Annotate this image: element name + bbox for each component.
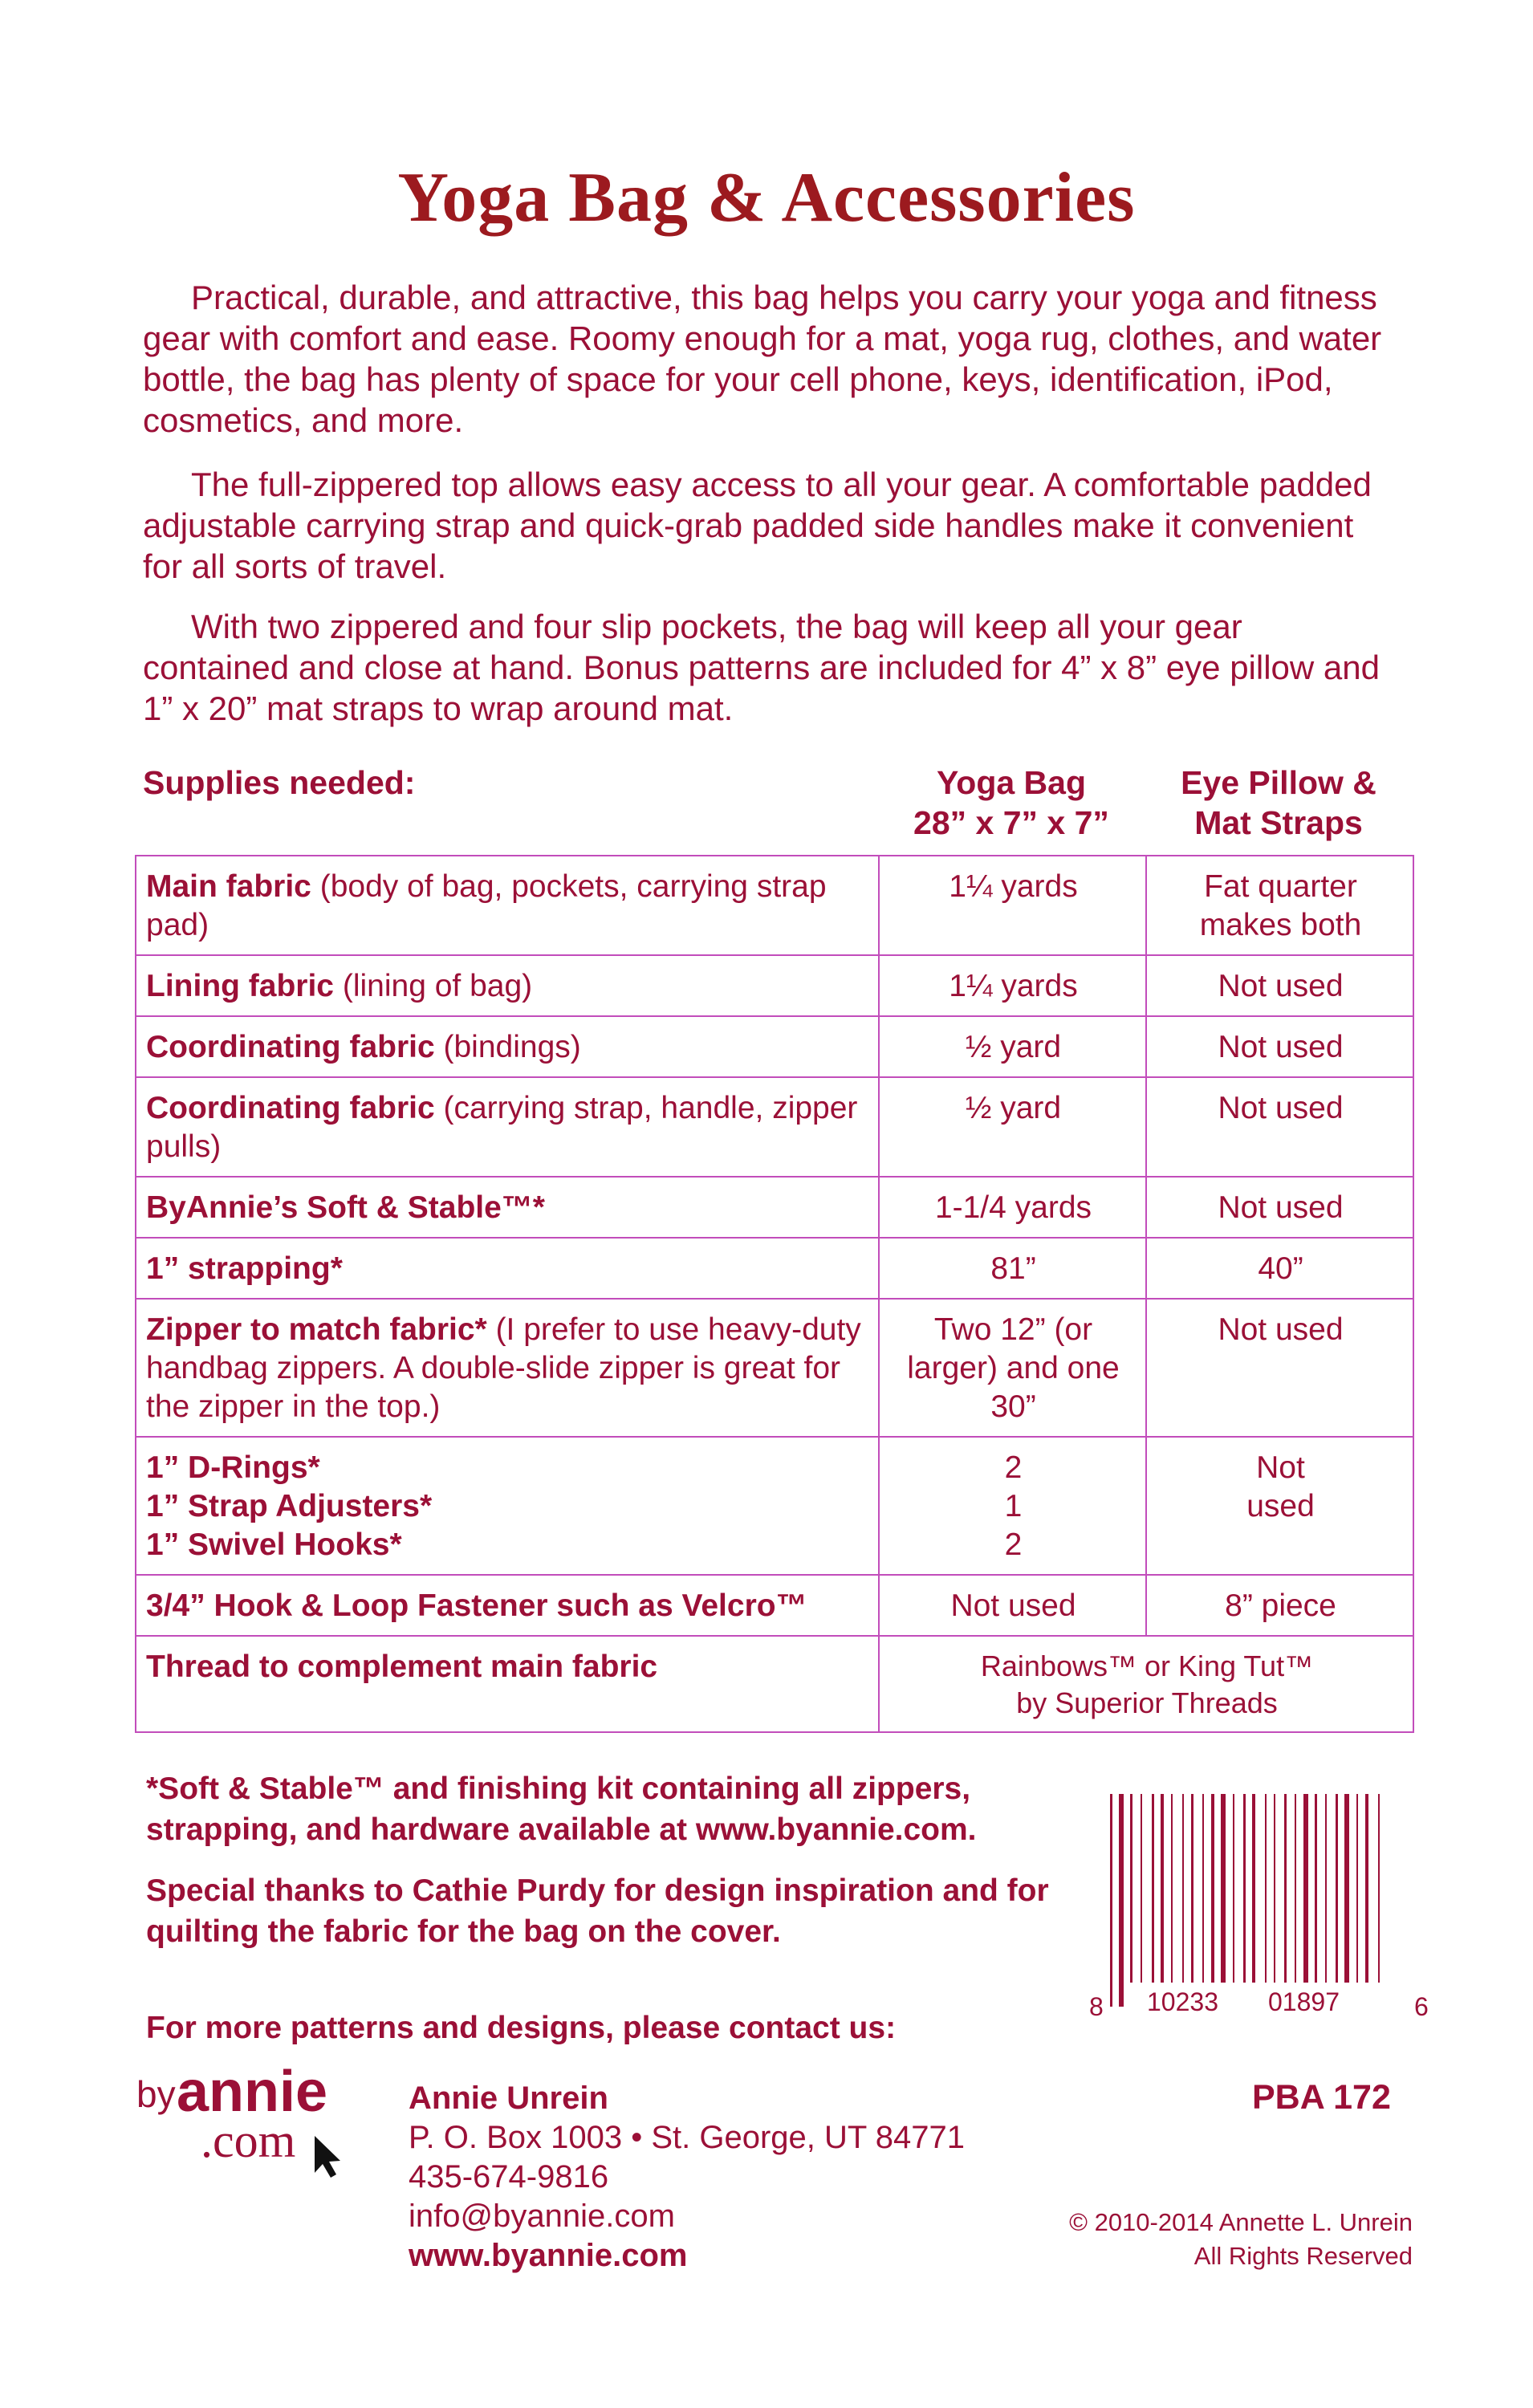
eye-amount: Not used [1146,1299,1413,1437]
item-name: Lining fabric [146,969,334,1003]
item-cell [136,1016,879,1077]
item-cell [136,1177,879,1238]
barcode-bar [1356,1794,1358,1983]
email-address: info@byannie.com [409,2199,675,2234]
contact-address [409,2079,965,2276]
barcode-bar [1141,1794,1142,1983]
eye-amount: Not used [1146,955,1413,1016]
barcode-digit-last: 6 [1414,1992,1429,2021]
barcode-bars [1110,1794,1380,2007]
yoga-amount: 1¼ yards [879,955,1146,1016]
item-name: Coordinating fabric [146,1091,435,1125]
logo-by: by [136,2073,176,2115]
features-paragraph: The full-zippered top allows easy access to all your gear. A comfortable padded adjustable carrying strap and quick-grab padded side handles make it convenient for all sorts of travel. [143,466,1372,585]
supplies-table [135,855,1414,1733]
item-name: 1” D-Rings* [146,1450,320,1485]
eye-amount: Not used [1146,1177,1413,1238]
barcode-bar [1130,1794,1132,1983]
item-detail: (bindings) [434,1030,581,1064]
barcode-digits-right: 01897 [1268,1987,1340,2016]
yoga-amount: 1¼ yards [879,856,1146,955]
barcode-digits-left: 10233 [1147,1987,1218,2016]
barcode-bar [1295,1794,1296,1983]
copyright-line: © 2010-2014 Annette L. Unrein [1069,2208,1413,2236]
item-name: 1” Strap Adjusters* [146,1489,433,1523]
item-cell [136,1299,879,1437]
yoga-amount: 81” [879,1238,1146,1299]
supplies-heading: Supplies needed: [143,764,416,801]
table-row [136,1636,1413,1732]
yoga-amount: 1-1/4 yards [879,1177,1146,1238]
website-link[interactable]: www.byannie.com [409,2238,688,2273]
barcode-bar [1252,1794,1255,1983]
table-row [136,1575,1413,1636]
item-detail: (lining of bag) [334,969,533,1003]
yoga-amount-d-rings: 2 [1004,1450,1023,1485]
yoga-amount: Two 12” (or larger) and one 30” [879,1299,1146,1437]
eye-pillow-column-header [1146,763,1411,843]
item-detail: (body of bag, pockets, carrying strap pad) [146,869,827,942]
item-name: 1” Swivel Hooks* [146,1527,402,1562]
barcode-bar [1119,1794,1124,2007]
table-row [136,1077,1413,1177]
table-row [136,1177,1413,1238]
barcode-bar [1211,1794,1214,1983]
item-detail: (carrying strap, handle, zipper pulls) [146,1091,858,1164]
thread-line2: by Superior Threads [1016,1686,1278,1719]
eye-amount [1146,1437,1413,1575]
item-name: Thread to complement main fabric [136,1636,879,1732]
barcode-bar [1336,1794,1338,1983]
barcode-bar [1303,1794,1308,1983]
item-cell [136,1077,879,1177]
yoga-amount [879,1437,1146,1575]
eye-amount-line1: Not [1256,1450,1305,1485]
barcode-bar [1284,1794,1287,1983]
barcode-bar [1110,1794,1112,2007]
eye-pillow-header-line1: Eye Pillow & [1181,764,1376,801]
product-code: PBA 172 [1252,2078,1391,2117]
mailing-address: P. O. Box 1003 • St. George, UT 84771 [409,2120,965,2155]
yoga-bag-header-line2: 28” x 7” x 7” [913,804,1109,841]
yoga-bag-header-line1: Yoga Bag [936,764,1087,801]
eye-amount: Not used [1146,1077,1413,1177]
copyright-notice [939,2206,1413,2273]
upc-barcode [1104,1786,1441,2011]
item-name: Coordinating fabric [146,1030,435,1064]
logo-annie: annie [177,2067,328,2124]
table-row [136,1016,1413,1077]
intro-paragraph: Practical, durable, and attractive, this bag helps you carry your yoga and fitness gear with comfort and ease. Roomy enough for a mat, yoga rug, clothes, and water bottle, the bag has plenty of space for your cell phone, keys, identification, iPod, cosmetics, and more. [143,279,1382,439]
item-name: Main fabric [146,869,311,904]
contact-name: Annie Unrein [409,2081,608,2116]
yoga-amount: ½ yard [879,1077,1146,1177]
barcode-bar [1315,1794,1317,1983]
eye-amount-line2: used [1246,1489,1315,1523]
barcode-bar [1378,1794,1380,1983]
item-detail: (I prefer to use heavy-duty handbag zippers. A double-slide zipper is great for the zipper in the top.) [146,1312,861,1424]
barcode-bar [1191,1794,1193,1983]
item-cell [136,856,879,955]
barcode-bar [1365,1794,1368,1983]
eye-amount: Not used [1146,1016,1413,1077]
yoga-amount: Not used [879,1575,1146,1636]
barcode-bar [1325,1794,1327,1983]
item-cell [136,955,879,1016]
barcode-bar [1152,1794,1154,1983]
byannie-logo [136,2067,377,2179]
barcode-bar [1202,1794,1204,1983]
table-row-hardware [136,1437,1413,1575]
page-title: Yoga Bag & Accessories [397,159,1136,237]
yoga-bag-column-header [879,763,1144,843]
item-name: ByAnnie’s Soft & Stable™* [146,1190,545,1225]
eye-amount: Fat quarter makes both [1146,856,1413,955]
eye-pillow-header-line2: Mat Straps [1194,804,1363,841]
table-row [136,1299,1413,1437]
table-row [136,856,1413,955]
yoga-amount: ½ yard [879,1016,1146,1077]
item-name: 3/4” Hook & Loop Fastener such as Velcro™ [136,1575,879,1636]
logo-com: .com [201,2114,296,2167]
phone-number: 435-674-9816 [409,2159,609,2194]
yoga-amount-adjusters: 1 [1004,1489,1023,1523]
barcode-bar [1243,1794,1246,1983]
table-row [136,955,1413,1016]
yoga-amount-hooks: 2 [1004,1527,1023,1562]
thread-line1: Rainbows™ or King Tut™ [980,1649,1314,1682]
eye-amount: 40” [1146,1238,1413,1299]
contact-heading: For more patterns and designs, please contact us: [146,2011,897,2045]
barcode-bar [1265,1794,1267,1983]
barcode-digit-first: 8 [1089,1992,1104,2021]
barcode-bar [1274,1794,1275,1983]
rights-line: All Rights Reserved [1193,2242,1413,2270]
item-name: Zipper to match fabric* [146,1312,487,1347]
barcode-bar [1233,1794,1234,1983]
barcode-bar [1344,1794,1349,1983]
thanks-note: Special thanks to Cathie Purdy for design inspiration and for quilting the fabric for the bag on the cover. [146,1873,1049,1949]
table-row [136,1238,1413,1299]
eye-amount: 8” piece [1146,1575,1413,1636]
barcode-bar [1171,1794,1173,1983]
kit-footnote: *Soft & Stable™ and finishing kit containing all zippers, strapping, and hardware available at www.byannie.com. [146,1771,977,1847]
pockets-paragraph: With two zippered and four slip pockets, the bag will keep all your gear contained and close at hand. Bonus patterns are included for 4” x 8” eye pillow and 1” x 20” mat straps to wrap around mat. [143,608,1380,727]
cursor-arrow-icon [315,2136,340,2178]
item-cell [136,1238,879,1299]
barcode-bar [1161,1794,1164,1983]
barcode-bar [1221,1794,1226,1983]
hardware-cell [136,1437,879,1575]
barcode-bar [1182,1794,1184,1983]
thread-recommendation [879,1636,1413,1732]
item-name: 1” strapping* [146,1251,343,1286]
